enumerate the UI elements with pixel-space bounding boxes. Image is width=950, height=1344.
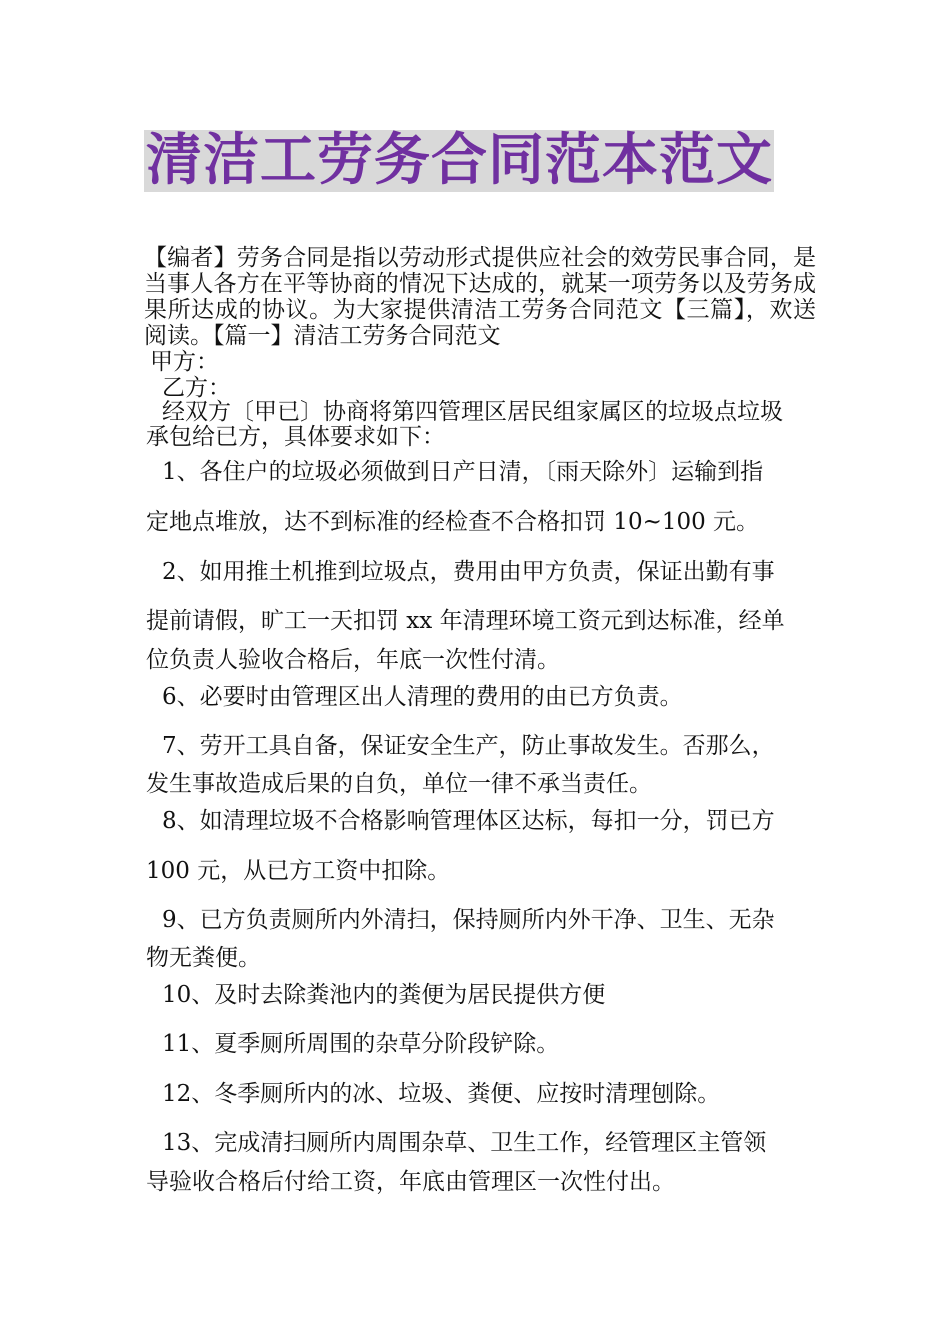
clause-line: 提前请假，旷工一天扣罚 xx 年清理环境工资元到达标准，经单 [146, 608, 785, 634]
clause-line: 10、及时去除粪池内的粪便为居民提供方便 [162, 982, 606, 1008]
body-line: 经双方〔甲已〕协商将第四管理区居民组家属区的垃圾点垃圾 [162, 399, 783, 425]
clause-line: 100 元，从已方工资中扣除。 [146, 858, 451, 884]
clause-line: 导验收合格后付给工资，年底由管理区一次性付出。 [146, 1169, 675, 1195]
clause-line: 6、必要时由管理区出人清理的费用的由已方负责。 [162, 684, 683, 710]
party-b-line: 乙方： [162, 375, 231, 401]
clause-line: 位负责人验收合格后，年底一次性付清。 [146, 647, 560, 673]
clause-line: 13、完成清扫厕所内周围杂草、卫生工作，经管理区主管领 [162, 1130, 767, 1156]
clause-line: 1、各住户的垃圾必须做到日产日清，〔雨天除外〕运输到指 [162, 459, 764, 485]
intro-paragraph: 【编者】劳务合同是指以劳动形式提供应社会的效劳民事合同，是当事人各方在平等协商的情况下达成的，就某一项劳务以及劳务成果所达成的协议。为大家提供清洁工劳务合同范文【三篇】，欢送阅读。【篇一】清洁工劳务合同范文 [144, 245, 816, 349]
document-title: 清洁工劳务合同范本范文 [146, 128, 773, 193]
body-line: 承包给已方，具体要求如下： [146, 424, 445, 450]
clause-line: 发生事故造成后果的自负，单位一律不承当责任。 [146, 771, 652, 797]
clause-line: 9、已方负责厕所内外清扫，保持厕所内外干净、卫生、无杂 [162, 907, 775, 933]
clause-line: 8、如清理垃圾不合格影响管理体区达标，每扣一分，罚已方 [162, 808, 775, 834]
clause-line: 12、冬季厕所内的冰、垃圾、粪便、应按时清理刨除。 [162, 1081, 721, 1107]
clause-line: 物无粪便。 [146, 945, 261, 971]
clause-line: 2、如用推土机推到垃圾点，费用由甲方负责，保证出勤有事 [162, 559, 775, 585]
clause-line: 定地点堆放，达不到标准的经检查不合格扣罚 10~100 元。 [146, 509, 760, 535]
clause-line: 7、劳开工具自备，保证安全生产，防止事故发生。否那么， [162, 733, 775, 759]
party-a-line: 甲方： [150, 349, 219, 375]
clause-line: 11、夏季厕所周围的杂草分阶段铲除。 [162, 1031, 560, 1057]
